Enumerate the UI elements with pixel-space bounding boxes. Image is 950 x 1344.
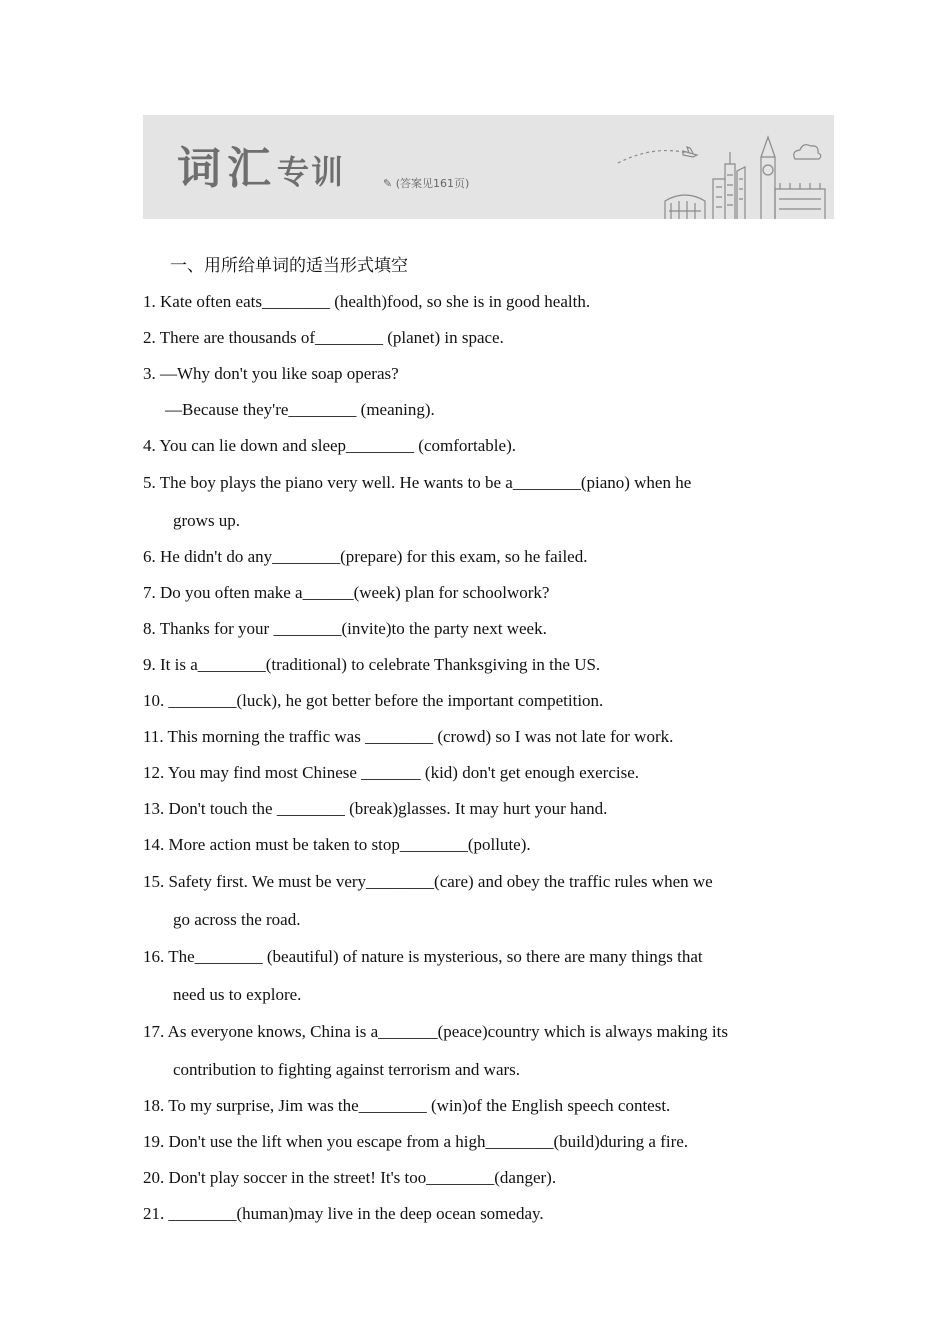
exercise-item: 20. Don't play soccer in the street! It's too________(danger). [143,1168,557,1187]
exercise-continuation: go across the road. [173,909,301,929]
exercise-item: 5. The boy plays the piano very well. He wants to be a________(piano) when he grows up. [143,464,805,539]
section-heading: 一、用所给单词的适当形式填空 [170,256,408,276]
exercise-item: 6. He didn't do any________(prepare) for this exam, so he failed. [143,547,588,566]
exercise-item: 14. More action must be taken to stop________(pollute). [143,835,531,854]
exercise-continuation: grows up. [173,510,241,530]
clock-tower [761,137,775,219]
exercise-continuation: need us to explore. [173,984,302,1004]
exercise-item: 16. The________ (beautiful) of nature is mysterious, so there are many things that need us to explore. [143,938,805,1013]
exercise-item: 3. —Why don't you like soap operas? —Because they're________ (meaning). [143,356,805,428]
exercise-item: 17. As everyone knows, China is a_______(peace)country which is always making its contribution to fighting against terrorism and wars. [143,1013,805,1088]
exercise-item: 10. ________(luck), he got better before the important competition. [143,691,604,710]
exercise-item: 7. Do you often make a______(week) plan for schoolwork? [143,583,550,602]
clock-face [763,165,773,175]
tower-building [725,152,735,219]
exercise-item: 4. You can lie down and sleep________ (comfortable). [143,436,516,455]
airplane-icon [683,147,697,157]
answer-page-note [383,175,469,191]
exercise-item: 8. Thanks for your ________(invite)to the party next week. [143,619,547,638]
flight-path [618,151,688,163]
skyscraper [737,167,745,219]
exercise-item: 11. This morning the traffic was ________ (crowd) so I was not late for work. [143,727,674,746]
exercise-item: 19. Don't use the lift when you escape from a high________(build)during a fire. [143,1132,689,1151]
header-banner [143,115,834,219]
banner-title-main: 词汇 [177,143,277,194]
answer-page-note-text: (答案见161页) [395,177,470,190]
office-building [713,179,725,219]
cloud-icon [794,145,821,159]
exercise-item: 15. Safety first. We must be very________(care) and obey the traffic rules when we go across the road. [143,863,805,938]
exercise-list [143,284,805,1232]
city-skyline-illustration [613,115,834,219]
exercise-item: 21. ________(human)may live in the deep ocean someday. [143,1204,544,1223]
colosseum [665,195,705,219]
exercise-item: 13. Don't touch the ________ (break)glasses. It may hurt your hand. [143,799,608,818]
exercise-item: 18. To my surprise, Jim was the________ (win)of the English speech contest. [143,1096,671,1115]
banner-title-sub: 专训 [277,153,346,191]
banner-title [177,141,345,200]
exercise-continuation: contribution to fighting against terrorism and wars. [173,1059,521,1079]
pencil-icon: ✎ [383,177,393,190]
exercise-item: 9. It is a________(traditional) to celebrate Thanksgiving in the US. [143,655,601,674]
exercise-item: 1. Kate often eats________ (health)food, so she is in good health. [143,292,591,311]
exercise-item: 12. You may find most Chinese _______ (kid) don't get enough exercise. [143,763,640,782]
exercise-item: 2. There are thousands of________ (planet) in space. [143,328,504,347]
exercise-reply: —Because they're________ (meaning). [165,400,435,419]
parliament-building [775,183,825,219]
